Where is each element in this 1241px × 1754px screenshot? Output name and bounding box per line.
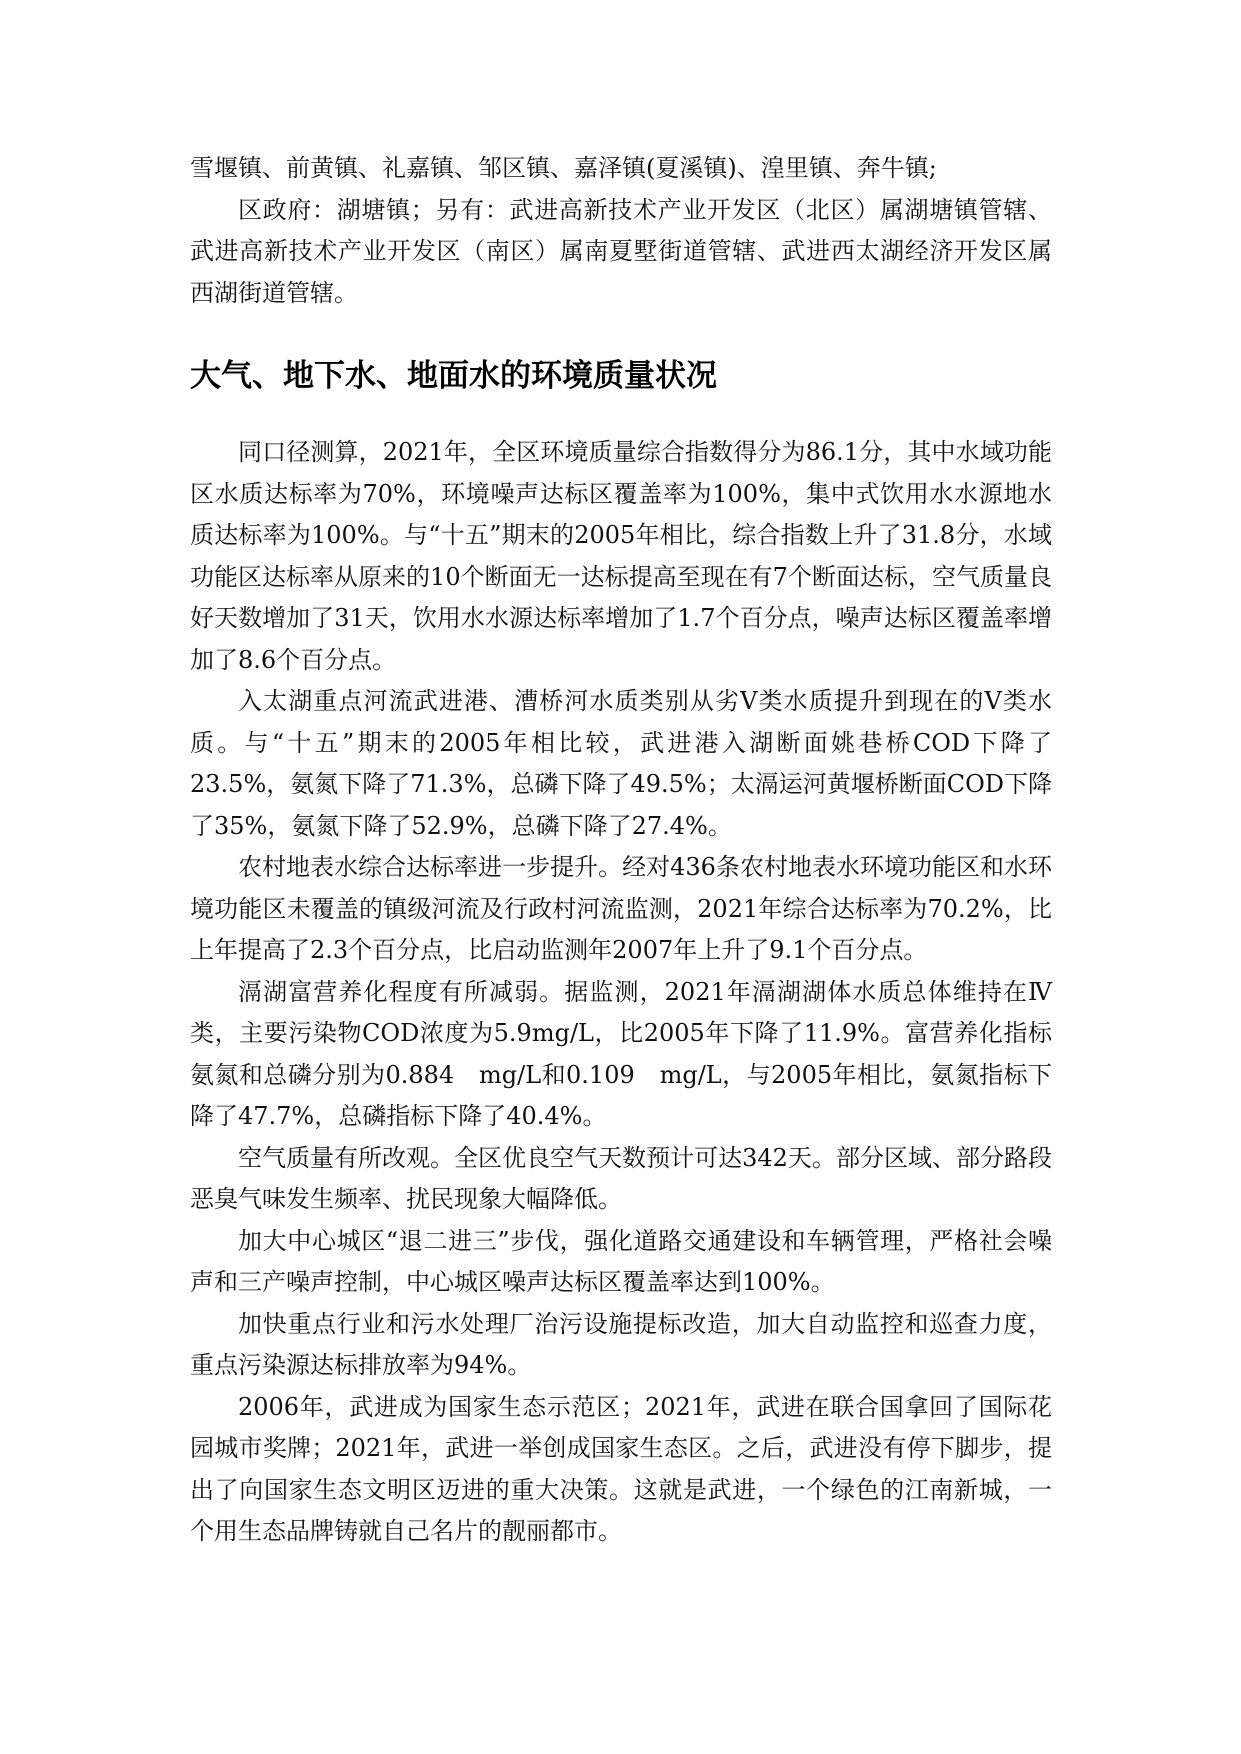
paragraph-air-quality: 空气质量有所改观。全区优良空气天数预计可达342天。部分区域、部分路段恶臭气味发生频率、扰民现象大幅降低。 (190, 1143, 1052, 1213)
paragraph-noise-control: 加大中心城区“退二进三”步伐，强化道路交通建设和车辆管理，严格社会噪声和三产噪声控制，中心城区噪声达标区覆盖率达到100%。 (190, 1226, 1052, 1296)
paragraph-taihu-rivers: 入太湖重点河流武进港、漕桥河水质类别从劣Ⅴ类水质提升到现在的Ⅴ类水质。与“十五”期末的2005年相比较，武进港入湖断面姚巷桥COD下降了23.5%，氨氮下降了71.3%，总磷下降了49.5%；太滆运河黄堰桥断面COD下降了35%，氨氮下降了52.9%，总磷下降了27.4%。 (190, 687, 1053, 840)
section-heading: 大气、地下水、地面水的环境质量状况 (190, 358, 717, 394)
intro-paragraph-towns: 雪堰镇、前黄镇、礼嘉镇、邹区镇、嘉泽镇(夏溪镇)、湟里镇、奔牛镇; (190, 154, 937, 182)
document-body (190, 148, 1052, 1553)
paragraph-gehu-lake: 滆湖富营养化程度有所减弱。据监测，2021年滆湖湖体水质总体维持在Ⅳ类，主要污染物COD浓度为5.9mg/L，比2005年下降了11.9%。富营养化指标氨氮和总磷分别为0.884 mg/L和0.109 mg/L，与2005年相比，氨氮指标下降了47.7%，总磷指标下降了40.4%。 (190, 977, 1052, 1130)
paragraph-pollution-sources: 加快重点行业和污水处理厂治污设施提标改造，加大自动监控和巡查力度，重点污染源达标排放率为94%。 (190, 1309, 1052, 1379)
paragraph-environment-index: 同口径测算，2021年，全区环境质量综合指数得分为86.1分，其中水域功能区水质达标率为70%，环境噪声达标区覆盖率为100%，集中式饮用水水源地水质达标率为100%。与“十五”期末的2005年相比，综合指数上升了31.8分，水域功能区达标率从原来的10个断面无一达标提高至现在有7个断面达标，空气质量良好天数增加了31天，饮用水水源达标率增加了1.7个百分点，噪声达标区覆盖率增加了8.6个百分点。 (190, 438, 1052, 674)
intro-paragraph-government: 区政府：湖塘镇；另有：武进高新技术产业开发区（北区）属湖塘镇管辖、武进高新技术产业开发区（南区）属南夏墅街道管辖、武进西太湖经济开发区属西湖街道管辖。 (190, 195, 1052, 307)
paragraph-rural-surface-water: 农村地表水综合达标率进一步提升。经对436条农村地表水环境功能区和水环境功能区未覆盖的镇级河流及行政村河流监测，2021年综合达标率为70.2%，比上年提高了2.3个百分点，比启动监测年2007年上升了9.1个百分点。 (190, 853, 1052, 964)
paragraph-ecological-city: 2006年，武进成为国家生态示范区；2021年，武进在联合国拿回了国际花园城市奖牌；2021年，武进一举创成国家生态区。之后，武进没有停下脚步，提出了向国家生态文明区迈进的重大决策。这就是武进，一个绿色的江南新城，一个用生态品牌铸就自己名片的靓丽都市。 (190, 1392, 1052, 1545)
